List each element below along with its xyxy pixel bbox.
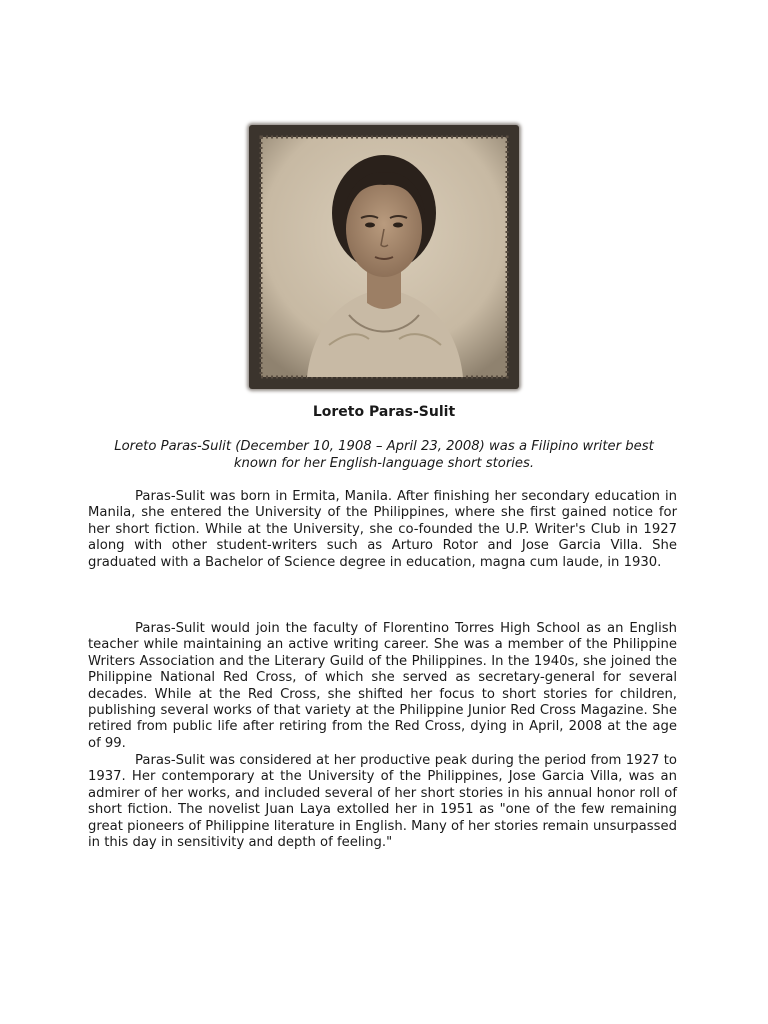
portrait-photo-icon (249, 125, 519, 389)
page-title: Loreto Paras-Sulit (312, 404, 456, 420)
body-paragraph: Paras-Sulit would join the faculty of Florentino Torres High School as an English teacher while maintaining an active writing career. She was a member of the Philippine Writers Association and the Literary Guild of the Philippines. In the 1940s, she joined the Philippine National Red Cross, of which she served as secretary-general for several decades. While at the Red Cross, she shifted her focus to short stories for children, publishing several works of that variety at the Philippine Junior Red Cross Magazine. She retired from public life after retiring from the Red Cross, dying in April, 2008 at the age of 99. (88, 621, 677, 751)
body-paragraph: Paras-Sulit was born in Ermita, Manila. After finishing her secondary education in Manila, she entered the University of the Philippines, where she first gained notice for her short fiction. While at the University, she co-founded the U.P. Writer's Club in 1927 along with other student-writers such as Arturo Rotor and Jose Garcia Villa. She graduated with a Bachelor of Science degree in education, magna cum laude, in 1930. (88, 489, 677, 570)
body-paragraph: Paras-Sulit was considered at her productive peak during the period from 1927 to 1937. Her contemporary at the University of the Philippines, Jose Garcia Villa, was an admirer of her works, and included several of her short stories in his annual honor roll of short fiction. The novelist Juan Laya extolled her in 1951 as "one of the few remaining great pioneers of Philippine literature in English. Many of her stories remain unsurpassed in this day in sensitivity and depth of feeling." (88, 753, 677, 851)
portrait-photo (249, 125, 519, 389)
intro-text: Loreto Paras-Sulit (December 10, 1908 – April 23, 2008) was a Filipino writer best known for her English-language short stories. (114, 439, 654, 471)
